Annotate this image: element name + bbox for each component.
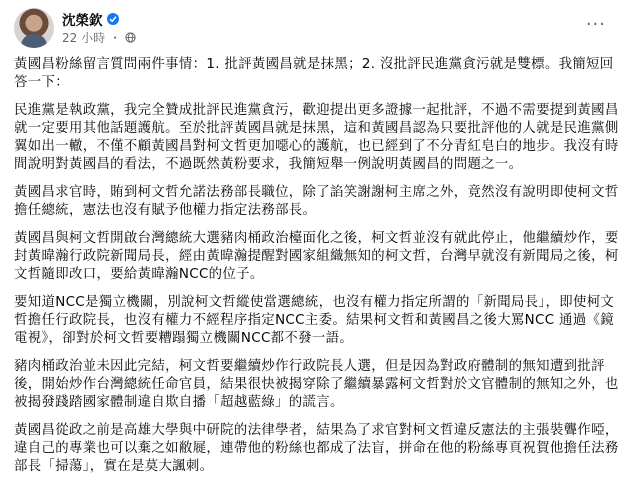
author-name[interactable]: 沈榮欽 [62,13,103,29]
post-time[interactable]: 22 小時 [62,30,106,45]
meta-separator: ・ [109,30,122,45]
post-paragraph: 要知道NCC是獨立機關，別說柯文哲縱使當選總統，也沒有權力指定所謂的「新聞局長」，即使柯文哲擔任行政院長，也沒有權力不經程序指定NCC主委。結果柯文哲和黃國昌之後大罵NCC 通過《鏡電視》，卻對於柯文哲要糟蹋獨立機關NCC都不發一語。 [14,295,615,346]
post-paragraph: 黃國昌從政之前是高雄大學與中研院的法律學者，結果為了求官對柯文哲違反憲法的主張裝聾作啞，違自己的專業也可以棄之如敝屣，連帶他的粉絲也都成了法盲，拼命在他的粉絲專頁祝賀他擔任法務部長「掃蕩」，實在是莫大諷刺。 [14,423,619,474]
more-options-icon[interactable]: ··· [585,14,606,35]
author-name-row [62,10,119,28]
post-paragraph: 黃國昌與柯文哲開啟台灣總統大選豬肉桶政治檯面化之後，柯文哲並沒有就此停止，他繼續炒作，要封黃暐瀚行政院新聞局長，經由黃暐瀚提醒對國家組織無知的柯文哲，台灣早就沒有新聞局之後，柯文哲隨即改口，要給黃暐瀚NCC的位子。 [14,231,619,282]
post-body [14,56,626,486]
post-paragraph: 豬肉桶政治並未因此完結，柯文哲要繼續炒作行政院長人選，但是因為對政府體制的無知遭到批評後，開始炒作台灣總統任命官員，結果很快被揭穿除了繼續暴露柯文哲對於文官體制的無知之外，也被揭發踐踏國家體制違自欺自播「超越藍綠」的謊言。 [14,359,619,410]
post-meta [62,30,136,44]
post-paragraph: 黃國昌粉絲留言質問兩件事情：1. 批評黃國昌就是抹黑；2. 沒批評民進黨貪污就是雙標。我簡短回答一下： [14,57,614,90]
globe-icon[interactable] [125,32,136,43]
post-paragraph: 民進黨是執政黨，我完全贊成批評民進黨貪污，歡迎提出更多證據一起批評，不過不需要提到黃國昌就一定要用其他話題護航。至於批評黃國昌就是抹黑，這和黃國昌認為只要批評他的人就是民進黨側翼如出一轍，不僅不顧黃國昌對柯文哲更加噁心的護航，也已經到了不分青紅皂白的地步。我沒有時間說明對黃國昌的看法，不過既然黃粉要求，我簡短舉一例說明黃國昌的問題之一。 [14,103,619,172]
post-paragraph: 黃國昌求官時，賄到柯文哲允諾法務部長職位，除了諂笑謝謝柯主席之外，竟然沒有說明即使柯文哲擔任總統，憲法也沒有賦予他權力指定法務部長。 [14,185,619,218]
verified-badge-icon [107,13,119,25]
author-avatar[interactable] [14,8,54,48]
post-header [14,8,614,48]
